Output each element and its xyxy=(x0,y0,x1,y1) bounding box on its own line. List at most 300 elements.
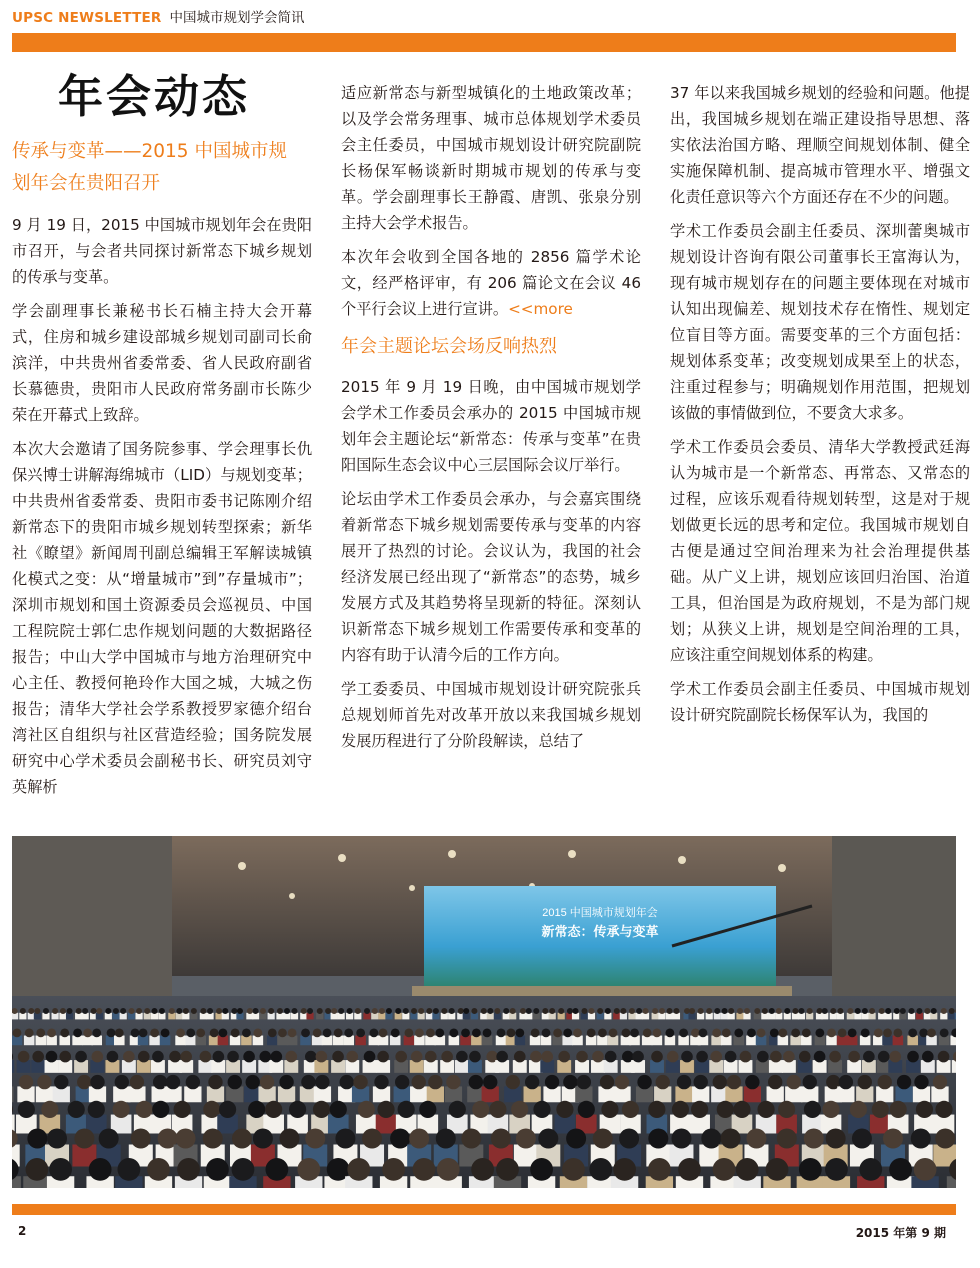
audience-member-head xyxy=(545,1075,559,1089)
audience-member-head xyxy=(531,1029,540,1038)
audience-member-head xyxy=(248,1101,265,1118)
audience-member-head xyxy=(176,1129,196,1149)
audience-member-head xyxy=(150,1029,159,1038)
audience-member-head xyxy=(740,1051,752,1063)
audience-member-head xyxy=(471,1008,477,1014)
audience-member-head xyxy=(338,1008,344,1014)
audience-member-head xyxy=(941,1008,947,1014)
audience-member-head xyxy=(829,1051,841,1063)
audience-member-head xyxy=(916,1008,922,1014)
audience-member-head xyxy=(305,1129,325,1149)
audience-member-head xyxy=(115,1029,124,1038)
audience-member-head xyxy=(441,1051,453,1063)
audience-member-head xyxy=(593,1129,613,1149)
audience-member-head xyxy=(727,1075,741,1089)
audience-member-head xyxy=(511,1101,528,1118)
audience-member-head xyxy=(26,1158,49,1181)
audience-member-head xyxy=(768,1075,782,1089)
audience-member-head xyxy=(117,1158,140,1181)
column-3 xyxy=(670,80,970,736)
issue-label: 2015 年第 9 期 xyxy=(855,1226,946,1240)
audience-member-head xyxy=(446,1075,460,1089)
audience-member-head xyxy=(558,1051,570,1063)
audience-member-head xyxy=(721,1129,741,1149)
audience-member-head xyxy=(395,1075,409,1089)
audience-member-head xyxy=(75,1051,87,1063)
audience-member-head xyxy=(37,1075,51,1089)
audience-member-head xyxy=(292,1008,298,1014)
audience-member-head xyxy=(747,1029,756,1038)
audience-member-head xyxy=(885,1008,891,1014)
audience-member-head xyxy=(129,1008,135,1014)
audience-member-head xyxy=(169,1008,175,1014)
audience-member-head xyxy=(441,1008,447,1014)
audience-member-head xyxy=(18,1101,35,1118)
audience-member-head xyxy=(861,1029,870,1038)
audience-member-head xyxy=(364,1051,376,1063)
audience-member-head xyxy=(578,1101,595,1118)
audience-member-head xyxy=(313,1101,330,1118)
audience-member-head xyxy=(219,1029,228,1038)
audience-member-head xyxy=(144,1008,150,1014)
audience-member-head xyxy=(268,1029,277,1038)
audience-member-head xyxy=(852,1129,872,1149)
audience-member-head xyxy=(515,1029,524,1038)
audience-member-head xyxy=(897,1075,911,1089)
audience-member-head xyxy=(120,1008,126,1014)
audience-member-head xyxy=(562,1158,585,1181)
audience-member-head xyxy=(632,1051,644,1063)
forum-paragraph-5: 学术工作委员会副主任委员、深圳蕾奥城市规划设计咨询有限公司董事长王富海认为，现有城市规划存在的问题主要体现在对城市认知出现偏差、规划技术存在惰性、规划定位盲目等方面。需要变革的三个方面包括：规划体系变革；改变规划成果至上的状态，注重过程参与；明确规划作用范围，把规划该做的事情做到位，不要贪大求多。 xyxy=(670,222,970,422)
audience-member-head xyxy=(332,1051,344,1063)
audience-member-head xyxy=(180,1051,192,1063)
audience-member-head xyxy=(115,1075,129,1089)
audience-member-head xyxy=(677,1075,691,1089)
audience-member-head xyxy=(722,1029,731,1038)
page-number: 2 xyxy=(18,1224,27,1238)
audience-member-head xyxy=(260,1008,266,1014)
audience-member-head xyxy=(496,1051,508,1063)
conference-photo xyxy=(12,836,956,1188)
audience-member-head xyxy=(227,1051,239,1063)
audience-member-head xyxy=(573,1008,579,1014)
audience-member-head xyxy=(59,1051,71,1063)
audience-member-head xyxy=(471,1158,494,1181)
audience-member-head xyxy=(463,1008,469,1014)
audience-member-head xyxy=(437,1158,460,1181)
audience-member-head xyxy=(734,1029,743,1038)
audience-member-head xyxy=(32,1051,44,1063)
audience-member-head xyxy=(728,1008,734,1014)
audience-member-head xyxy=(869,1008,875,1014)
audience-member-head xyxy=(207,1008,213,1014)
audience-member-head xyxy=(76,1008,82,1014)
audience-member-head xyxy=(334,1029,343,1038)
audience-member-head xyxy=(418,1008,424,1014)
audience-member-head xyxy=(722,1008,728,1014)
audience-member-head xyxy=(411,1008,417,1014)
audience-member-head xyxy=(34,1008,40,1014)
audience-member-head xyxy=(60,1029,69,1038)
audience-member-head xyxy=(643,1029,652,1038)
audience-member-head xyxy=(802,1029,811,1038)
audience-member-head xyxy=(652,1029,661,1038)
article-paragraph-5-text: 本次年会收到全国各地的 2856 篇学术论文，经严格评审，有 206 篇论文在会议 46 个平行会议上进行宣讲。 xyxy=(341,248,641,318)
audience-member-head xyxy=(637,1075,651,1089)
audience-member-head xyxy=(52,1008,58,1014)
audience-member-head xyxy=(346,1051,358,1063)
audience-member-head xyxy=(656,1075,670,1089)
audience-member-head xyxy=(506,1075,520,1089)
audience-member-head xyxy=(219,1101,236,1118)
audience-member-head xyxy=(161,1029,170,1038)
audience-member-head xyxy=(573,1029,582,1038)
audience-member-head xyxy=(652,1008,658,1014)
audience-member-head xyxy=(483,1075,497,1089)
audience-member-head xyxy=(285,1051,297,1063)
audience-member-head xyxy=(744,1008,750,1014)
audience-member-body xyxy=(12,1060,14,1073)
newsletter-header xyxy=(12,6,305,28)
column-2 xyxy=(341,80,641,762)
audience-member-head xyxy=(113,1008,119,1014)
audience-member-head xyxy=(581,1008,587,1014)
audience-member-head xyxy=(725,1051,737,1063)
audience-member-head xyxy=(200,1051,212,1063)
audience-member-head xyxy=(469,1051,481,1063)
audience-member-head xyxy=(409,1129,429,1149)
audience-member-head xyxy=(597,1008,603,1014)
audience-member-head xyxy=(425,1051,437,1063)
audience-member-head xyxy=(278,1029,287,1038)
article-paragraph-3: 本次大会邀请了国务院参事、学会理事长仇保兴博士讲解海绵城市（LID）与规划变革；中共贵州省委常委、贵阳市委书记陈刚介绍新常态下的贵阳市城乡规划转型探索；新华社《瞭望》新闻周刊副总编辑王军解读城镇化模式之变：从“增量城市”到”存量城市”；深圳市规划和国土资源委员会巡视员、中国工程院院士郭仁忠作规划问题的大数据路径报告；中山大学中国城市与地方治理研究中心主任、教授何艳玲作大国之城，大城之伤报告；清华大学社会学系教授罗家德介绍台湾社区自组织与社区营造经验；国务院发展研究中心学术委员会副秘书长、研究员刘守英解析 xyxy=(12,440,312,796)
audience-member-head xyxy=(681,1051,693,1063)
audience-member-head xyxy=(576,1051,588,1063)
audience-member-head xyxy=(563,1029,572,1038)
audience-member-head xyxy=(598,1029,607,1038)
audience-member-head xyxy=(737,1008,743,1014)
audience-member-head xyxy=(415,1029,424,1038)
audience-member-head xyxy=(107,1051,119,1063)
audience-member-head xyxy=(169,1051,181,1063)
audience-member-head xyxy=(848,1029,857,1038)
audience-member-head xyxy=(588,1008,594,1014)
audience-member-head xyxy=(355,1008,361,1014)
audience-member-head xyxy=(186,1029,195,1038)
audience-member-head xyxy=(648,1129,668,1149)
audience-member-head xyxy=(890,1101,907,1118)
audience-member-head xyxy=(922,1051,934,1063)
audience-member-head xyxy=(766,1158,789,1181)
audience-member-head xyxy=(507,1029,516,1038)
audience-member-head xyxy=(770,1029,779,1038)
audience-member-head xyxy=(89,1158,112,1181)
audience-member-head xyxy=(323,1029,332,1038)
audience-member-head xyxy=(830,1008,836,1014)
audience-member-head xyxy=(712,1029,721,1038)
audience-member-head xyxy=(253,1029,262,1038)
audience-member-head xyxy=(859,1158,882,1181)
screen-subtitle: 新常态：传承与变革 xyxy=(541,924,659,939)
header-accent-bar xyxy=(12,33,956,52)
audience-member-head xyxy=(872,1101,889,1118)
audience-member-head xyxy=(411,1075,425,1089)
audience-member-head xyxy=(615,1075,629,1089)
audience-member-head xyxy=(316,1051,328,1063)
audience-member-head xyxy=(372,1008,378,1014)
audience-member-head xyxy=(183,1008,189,1014)
audience-member-head xyxy=(13,1029,22,1038)
audience-member-head xyxy=(174,1101,191,1118)
audience-member-head xyxy=(613,1158,636,1181)
audience-member-body xyxy=(955,1013,956,1020)
audience-member-head xyxy=(428,1075,442,1089)
audience-member-head xyxy=(894,1008,900,1014)
audience-member-head xyxy=(216,1008,222,1014)
audience-member-head xyxy=(347,1158,370,1181)
audience-member-head xyxy=(908,1008,914,1014)
audience-member-head xyxy=(665,1029,674,1038)
audience-member-head xyxy=(822,1008,828,1014)
audience-member-head xyxy=(791,1029,800,1038)
audience-member-head xyxy=(344,1029,353,1038)
audience-member-head xyxy=(340,1075,354,1089)
audience-member-head xyxy=(706,1008,712,1014)
audience-member-head xyxy=(651,1051,663,1063)
audience-member-head xyxy=(787,1075,801,1089)
audience-member-head xyxy=(549,1008,555,1014)
audience-member-head xyxy=(757,1051,769,1063)
audience-member-head xyxy=(419,1101,436,1118)
audience-member-head xyxy=(907,1051,919,1063)
audience-member-head xyxy=(900,1008,906,1014)
audience-member-head xyxy=(49,1158,72,1181)
audience-member-head xyxy=(191,1008,197,1014)
audience-member-head xyxy=(815,1029,824,1038)
audience-member-head xyxy=(36,1029,45,1038)
audience-member-head xyxy=(200,1008,206,1014)
audience-member-head xyxy=(379,1008,385,1014)
audience-member-head xyxy=(90,1075,104,1089)
audience-member-head xyxy=(863,1051,875,1063)
audience-member-head xyxy=(18,1051,30,1063)
audience-member-head xyxy=(237,1008,243,1014)
audience-member-head xyxy=(386,1008,392,1014)
audience-member-head xyxy=(449,1101,466,1118)
audience-member-head xyxy=(403,1008,409,1014)
audience-member-head xyxy=(839,1075,853,1089)
audience-member-head xyxy=(736,1158,759,1181)
audience-member-head xyxy=(908,1029,917,1038)
audience-member-head xyxy=(265,1101,282,1118)
audience-member-head xyxy=(799,1158,822,1181)
conference-photo-illustration xyxy=(12,836,956,1188)
audience-member-head xyxy=(335,1129,355,1149)
audience-member-head xyxy=(916,1101,933,1118)
audience-member-head xyxy=(778,1101,795,1118)
audience-member-head xyxy=(390,1129,410,1149)
audience-member-head xyxy=(914,1158,937,1181)
article-paragraph-4: 适应新常态与新型城镇化的土地政策改革；以及学会常务理事、城市总体规划学术委员会主任委员，中国城市规划设计研究院副院长杨保军畅谈新时期城市规划的传承与变革。学会副理事长王静霞、唐凯、张泉分别主持大会学术报告。 xyxy=(341,84,641,232)
audience-member-head xyxy=(301,1008,307,1014)
audience-member-head xyxy=(130,1075,144,1089)
audience-member-head xyxy=(858,1075,872,1089)
audience-member-head xyxy=(481,1008,487,1014)
audience-member-head xyxy=(279,1129,299,1149)
audience-member-head xyxy=(600,1075,614,1089)
audience-member-head xyxy=(893,1029,902,1038)
audience-member-head xyxy=(28,1008,34,1014)
audience-member-head xyxy=(41,1101,58,1118)
audience-member-head xyxy=(807,1008,813,1014)
audience-member-head xyxy=(331,1008,337,1014)
audience-member-head xyxy=(777,1129,797,1149)
audience-member-head xyxy=(848,1051,860,1063)
audience-member-head xyxy=(297,1158,320,1181)
audience-member-head xyxy=(825,1158,848,1181)
audience-member-head xyxy=(136,1008,142,1014)
audience-member-head xyxy=(456,1051,468,1063)
brand-name: UPSC NEWSLETTER xyxy=(12,10,162,26)
audience-member-head xyxy=(243,1051,255,1063)
audience-member-head xyxy=(231,1029,240,1038)
audience-member-head xyxy=(648,1158,671,1181)
audience-member-head xyxy=(395,1051,407,1063)
stage-screen xyxy=(424,886,776,996)
audience-member-head xyxy=(605,1008,611,1014)
audience-member-head xyxy=(20,1008,26,1014)
audience-member-head xyxy=(96,1008,102,1014)
article-paragraph-1: 9 月 19 日，2015 中国城市规划年会在贵阳市召开，与会者共同探讨新常态下城乡规划的传承与变革。 xyxy=(12,216,312,286)
audience-member-head xyxy=(210,1029,219,1038)
audience-member-head xyxy=(232,1158,255,1181)
audience-member-head xyxy=(136,1101,153,1118)
audience-member-head xyxy=(461,1029,470,1038)
audience-member-head xyxy=(68,1101,85,1118)
audience-member-head xyxy=(449,1008,455,1014)
audience-member-head xyxy=(105,1008,111,1014)
audience-member-head xyxy=(874,1029,883,1038)
audience-member-head xyxy=(746,1129,766,1149)
audience-member-head xyxy=(54,1075,68,1089)
audience-member-body xyxy=(12,1086,13,1102)
audience-member-head xyxy=(246,1075,260,1089)
audience-member-head xyxy=(472,1029,481,1038)
audience-member-head xyxy=(694,1075,708,1089)
forum-paragraph-3: 学工委委员、中国城市规划设计研究院张兵总规划师首先对改革开放以来我国城乡规划发展历程进行了分阶段解读，总结了 xyxy=(341,680,641,750)
audience-member-head xyxy=(268,1008,274,1014)
audience-member-head xyxy=(503,1008,509,1014)
audience-member-head xyxy=(838,1029,847,1038)
audience-member-head xyxy=(822,1101,839,1118)
audience-member-head xyxy=(757,1029,766,1038)
audience-member-head xyxy=(601,1101,618,1118)
audience-member-head xyxy=(92,1051,104,1063)
audience-member-head xyxy=(265,1158,288,1181)
audience-member-head xyxy=(123,1051,135,1063)
audience-member-head xyxy=(436,1129,456,1149)
audience-member-head xyxy=(147,1158,170,1181)
audience-member-head xyxy=(757,1101,774,1118)
audience-member-head xyxy=(382,1158,405,1181)
audience-member-head xyxy=(496,1158,519,1181)
audience-member-head xyxy=(940,1029,949,1038)
more-link[interactable]: <<more xyxy=(508,300,573,318)
audience-member-head xyxy=(699,1029,708,1038)
audience-member-head xyxy=(592,1051,604,1063)
headline-line-1: 传承与变革——2015 中国城市规 xyxy=(12,141,287,162)
forum-paragraph-6: 学术工作委员会委员、清华大学教授武廷海认为城市是一个新常态、再常态、又常态的过程，应该乐观看待规划转型，这是对于规划做更长远的思考和定位。我国城市规划自古便是通过空间治理来为社会治理提供基础。从广义上讲，规划应该回归治国、治道工具，但治国是为政府规划，不是为部门规划；从狭义上讲，规划是空间治理的工具，应该注重空间规划体系的构建。 xyxy=(670,438,970,664)
audience-member-head xyxy=(667,1008,673,1014)
audience-member-head xyxy=(510,1008,516,1014)
audience-member-head xyxy=(159,1008,165,1014)
audience-member-head xyxy=(271,1051,283,1063)
audience-member-head xyxy=(762,1008,768,1014)
audience-member-head xyxy=(92,1029,101,1038)
audience-member-head xyxy=(370,1029,379,1038)
audience-member-head xyxy=(938,1051,950,1063)
audience-member-head xyxy=(776,1008,782,1014)
audience-member-head xyxy=(289,1101,306,1118)
audience-member-head xyxy=(186,1075,200,1089)
audience-member-head xyxy=(279,1075,293,1089)
audience-member-head xyxy=(232,1129,252,1149)
audience-member-head xyxy=(277,1008,283,1014)
audience-member-head xyxy=(717,1101,734,1118)
section-title: 年会动态 xyxy=(58,70,251,123)
audience-member-head xyxy=(177,1158,200,1181)
audience-member-head xyxy=(47,1029,56,1038)
audience-member-head xyxy=(43,1008,49,1014)
audience-member-head xyxy=(487,1008,493,1014)
audience-member-head xyxy=(850,1101,867,1118)
audience-member-head xyxy=(433,1008,439,1014)
audience-member-head xyxy=(426,1029,435,1038)
audience-member-head xyxy=(542,1008,548,1014)
audience-member-head xyxy=(483,1029,492,1038)
audience-member-head xyxy=(526,1008,532,1014)
audience-member-head xyxy=(883,1129,903,1149)
audience-member-head xyxy=(629,1008,635,1014)
audience-member-body xyxy=(952,1060,956,1073)
audience-member-head xyxy=(542,1029,551,1038)
audience-member-head xyxy=(358,1101,375,1118)
audience-member-head xyxy=(698,1008,704,1014)
audience-member-head xyxy=(933,1075,947,1089)
audience-member-head xyxy=(74,1129,94,1149)
screen-title: 2015 中国城市规划年会 xyxy=(542,907,658,919)
audience-member-head xyxy=(689,1008,695,1014)
audience-member-head xyxy=(530,1051,542,1063)
audience-member-head xyxy=(714,1008,720,1014)
audience-member-head xyxy=(176,1029,185,1038)
forum-paragraph-1: 2015 年 9 月 19 日晚，由中国城市规划学会学术工作委员会承办的 2015 中国城市规划年会主题论坛“新常态：传承与变革”在贵阳国际生态会议中心三层国际会议厅举行。 xyxy=(341,378,641,474)
audience-member-head xyxy=(520,1008,526,1014)
audience-member-head xyxy=(566,1129,586,1149)
audience-member-head xyxy=(691,1101,708,1118)
audience-member-head xyxy=(855,1008,861,1014)
audience-member-head xyxy=(317,1008,323,1014)
audience-member-head xyxy=(533,1101,550,1118)
audience-member-head xyxy=(792,1008,798,1014)
forum-heading: 年会主题论坛会场反响热烈 xyxy=(341,336,557,357)
audience-member-head xyxy=(364,1008,370,1014)
audience-member-head xyxy=(307,1008,313,1014)
audience-member-head xyxy=(301,1075,315,1089)
audience-member-head xyxy=(67,1008,73,1014)
audience-member-head xyxy=(60,1008,66,1014)
audience-member-head xyxy=(301,1029,310,1038)
